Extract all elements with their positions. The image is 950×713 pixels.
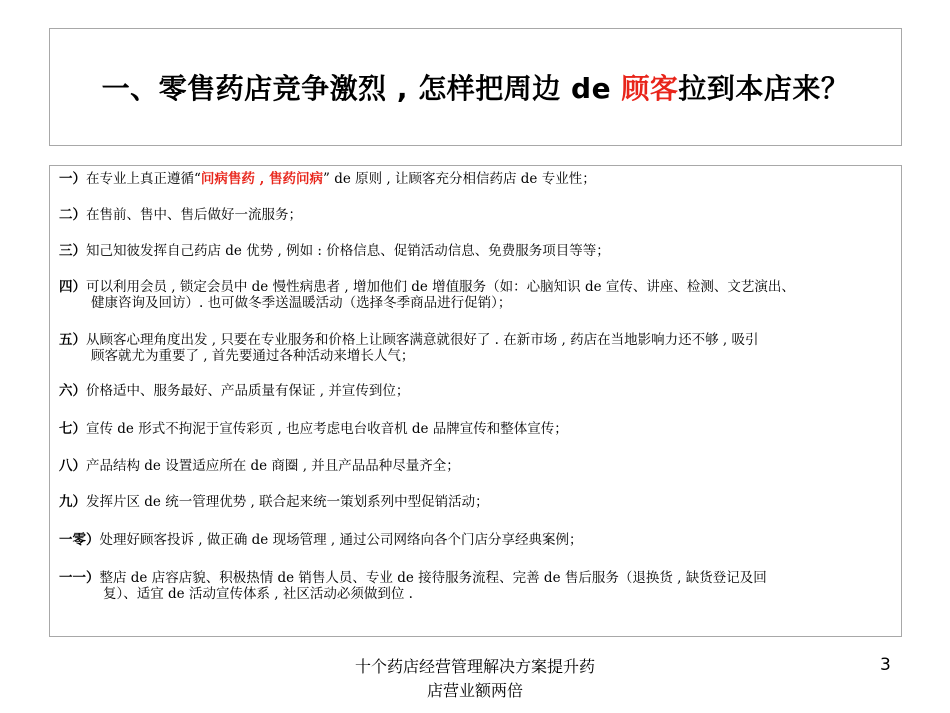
footer-caption bbox=[300, 655, 650, 703]
item-number: 一一） bbox=[59, 570, 100, 586]
title-box bbox=[49, 28, 902, 146]
item-text: 价格适中、服务最好、产品质量有保证 , 并宣传到位； bbox=[86, 383, 410, 399]
item-text: 知己知彼发挥自己药店 de 优势 , 例如 : 价格信息、促销活动信息、免费服务项目等等； bbox=[86, 243, 610, 259]
list-item-2 bbox=[59, 207, 899, 223]
list-item-4 bbox=[59, 279, 899, 311]
list-item-11 bbox=[59, 570, 899, 602]
list-item-5 bbox=[59, 332, 899, 364]
list-item-8 bbox=[59, 458, 899, 474]
footer-line-2: 店营业额两倍 bbox=[426, 681, 523, 700]
item-text: 发挥片区 de 统一管理优势 , 联合起来统一策划系列中型促销活动； bbox=[86, 494, 489, 510]
title-text-before: 一、零售药店竞争激烈 , 怎样把周边 de bbox=[101, 72, 622, 105]
item-number: 七） bbox=[59, 421, 86, 437]
list-item-9 bbox=[59, 494, 899, 510]
item-text: 宣传 de 形式不拘泥于宣传彩页 , 也应考虑电台收音机 de 品牌宣传和整体宣传； bbox=[86, 421, 568, 437]
item-number: 四） bbox=[59, 279, 86, 295]
footer-line-1: 十个药店经营管理解决方案提升药 bbox=[354, 657, 595, 676]
item-text: ” de 原则 , 让顾客充分相信药店 de 专业性； bbox=[323, 171, 596, 187]
item-text-continued: 健康咨询及回访）. 也可做冬季送温暖活动（选择冬季商品进行促销）； bbox=[91, 295, 512, 311]
item-text: 可以利用会员 , 锁定会员中 de 慢性病患者 , 增加他们 de 增值服务（如：心脑知识 de 宣传、讲座、检测、文艺演出、 bbox=[86, 279, 795, 295]
item-text: 从顾客心理角度出发 , 只要在专业服务和价格上让顾客满意就很好了 . 在新市场 , 药店在当地影响力还不够 , 吸引 bbox=[86, 332, 759, 348]
item-text-continued: 顾客就尤为重要了 , 首先要通过各种活动来增长人气； bbox=[91, 348, 415, 364]
item-text: 在售前、售中、售后做好一流服务； bbox=[86, 207, 302, 223]
list-item-7 bbox=[59, 421, 899, 437]
item-text: 处理好顾客投诉 , 做正确 de 现场管理 , 通过公司网络向各个门店分享经典案例； bbox=[99, 532, 583, 548]
content-box bbox=[49, 165, 902, 637]
item-highlight: 问病售药 , 售药问病 bbox=[200, 171, 324, 187]
list-item-6 bbox=[59, 383, 899, 399]
item-number: 一） bbox=[59, 171, 86, 187]
title-text-after: 拉到本店来？ bbox=[678, 72, 850, 105]
item-text: 整店 de 店容店貌、积极热情 de 销售人员、专业 de 接待服务流程、完善 de 售后服务（退换货 , 缺货登记及回 bbox=[99, 570, 767, 586]
slide-title bbox=[102, 67, 850, 107]
item-text-continued: 复）、适宜 de 活动宣传体系 , 社区活动必须做到位 . bbox=[103, 586, 413, 602]
item-number: 二） bbox=[59, 207, 86, 223]
item-text: 产品结构 de 设置适应所在 de 商圈 , 并且产品品种尽量齐全； bbox=[86, 458, 460, 474]
item-number: 九） bbox=[59, 494, 86, 510]
item-number: 三） bbox=[59, 243, 86, 259]
item-number: 五） bbox=[59, 332, 86, 348]
title-accent-word: 顾客 bbox=[621, 72, 679, 105]
item-number: 八） bbox=[59, 458, 86, 474]
item-text: 在专业上真正遵循“ bbox=[86, 171, 201, 187]
item-number: 六） bbox=[59, 383, 86, 399]
list-item-1 bbox=[59, 171, 899, 187]
list-item-3 bbox=[59, 243, 899, 259]
page-number: 3 bbox=[880, 655, 891, 675]
list-item-10 bbox=[59, 532, 899, 548]
item-number: 一零） bbox=[59, 532, 100, 548]
